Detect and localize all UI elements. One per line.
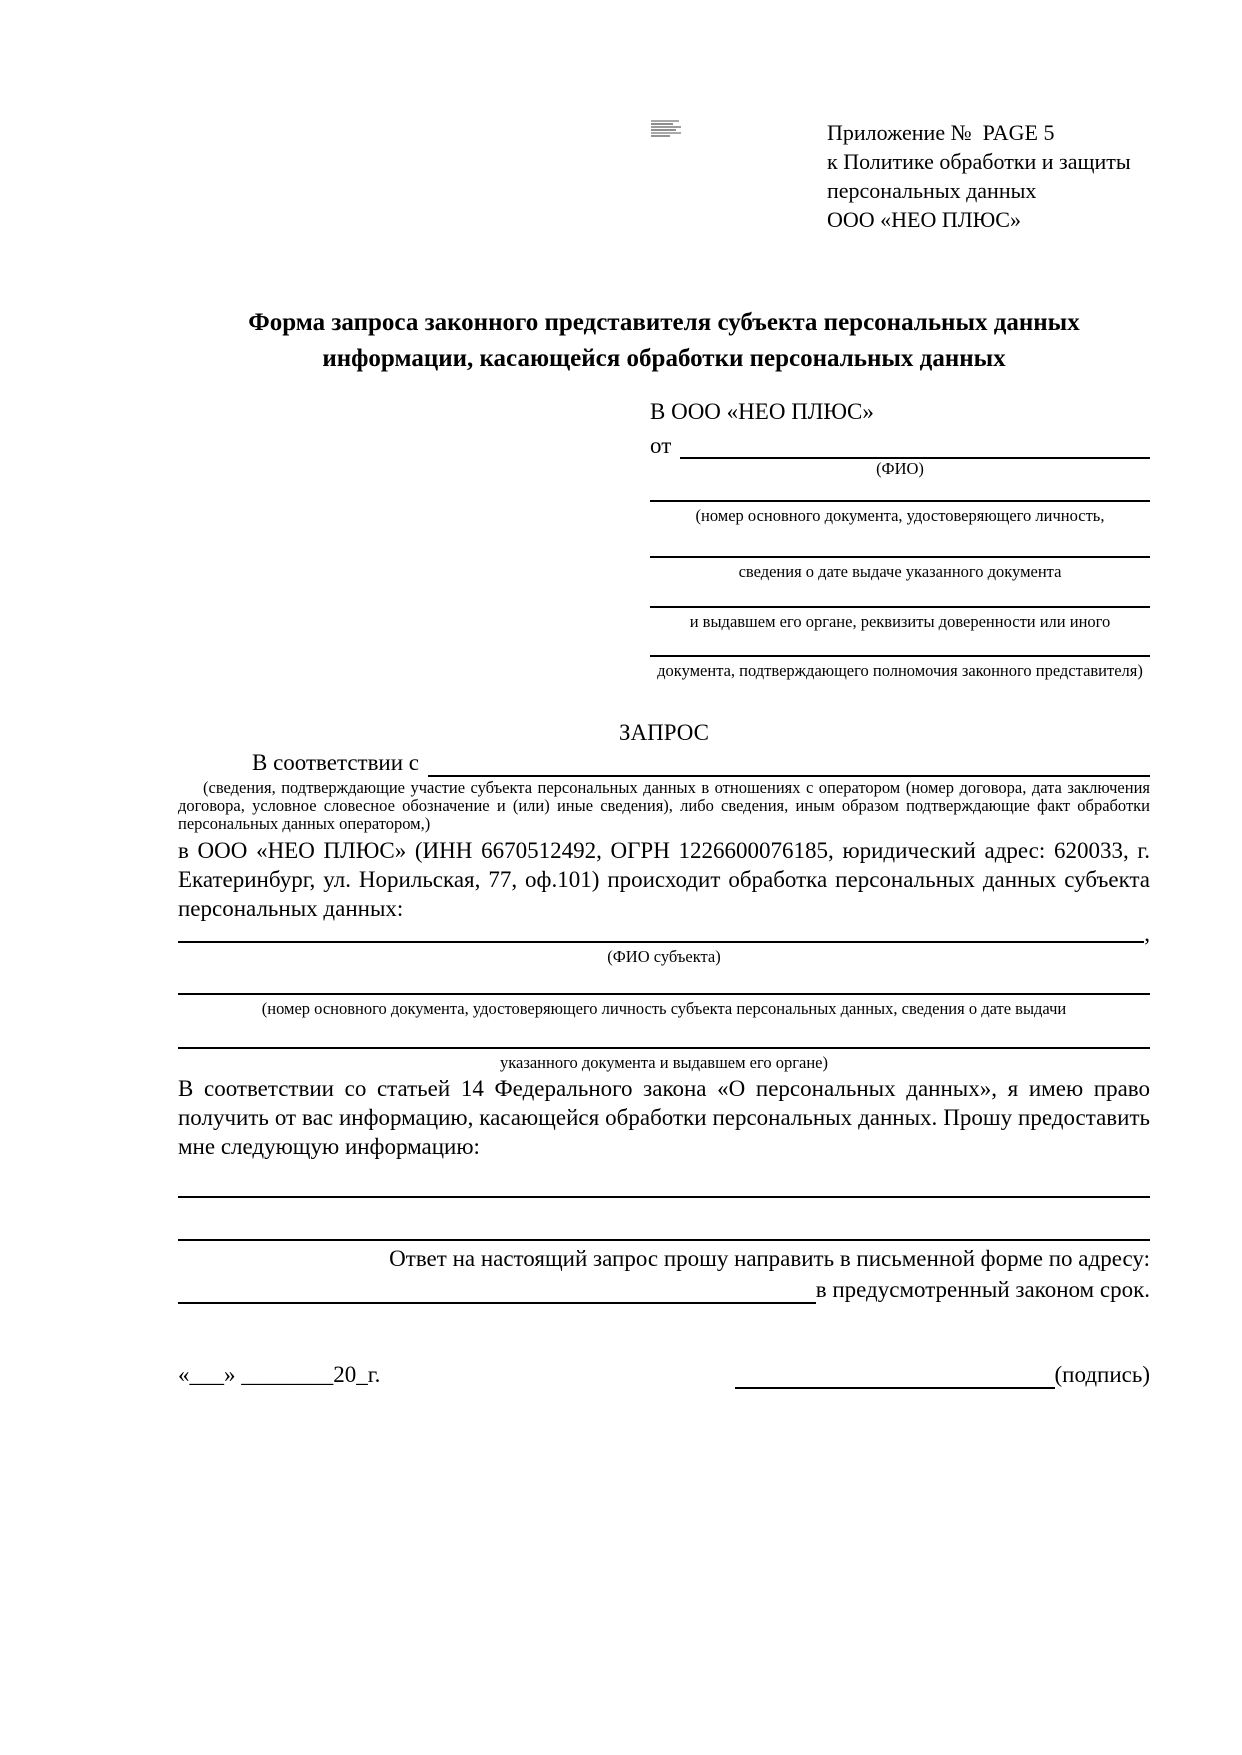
field-code-marks-icon [651,120,681,141]
issuing-authority-blank-line[interactable] [650,582,1150,608]
from-label: от [650,433,672,458]
law-reference-paragraph: В соответствии со статьей 14 Федерального закона «О персональных данных», я имею право получить от вас информацию, касающейся обработки персональных данных. Прошу предоставить мне следующую информацию: [178,1076,1150,1159]
document-title-line2: информации, касающейся обработки персональных данных [322,345,1006,372]
reply-address-field-row [178,1275,1150,1304]
from-field-row [650,432,1150,459]
subject-authority-caption: указанного документа и выдавшем его органе) [500,1053,828,1072]
policy-reference-line: к Политике обработки и защиты [827,149,1131,174]
policy-reference-line2: персональных данных [827,178,1037,203]
document-title-line1: Форма запроса законного представителя субъекта персональных данных [248,309,1080,336]
date-line: «___» ________20_г. [178,1362,381,1387]
subject-fio-caption: (ФИО субъекта) [607,947,721,966]
reply-deadline-text: в предусмотренный законом срок. [815,1277,1150,1302]
subject-fio-field-row [178,921,1150,946]
subject-fio-trailing-comma: , [1144,921,1150,946]
requested-info-blank-line-2[interactable] [178,1239,1150,1241]
document-number-caption: (номер основного документа, удостоверяющего личность, [695,506,1105,525]
accordance-prefix: В соответствии с [252,750,420,775]
date-signature-row [178,1360,1150,1389]
page-header [0,118,1242,234]
issue-date-blank-line[interactable] [650,526,1150,558]
subject-authority-blank-line[interactable] [178,1019,1150,1049]
from-blank-line[interactable] [680,432,1150,459]
addressee-block [650,397,1150,681]
reply-instruction: Ответ на настоящий запрос прошу направить в письменной форме по адресу: [389,1246,1150,1271]
issue-date-caption: сведения о дате выдаче указанного документа [738,562,1062,581]
appendix-number-line: Приложение № PAGE 5 [827,120,1055,145]
reply-address-blank-line[interactable] [178,1276,816,1304]
company-name-line: ООО «НЕО ПЛЮС» [827,207,1021,232]
representative-authority-blank-line[interactable] [650,632,1150,657]
representative-authority-caption: документа, подтверждающего полномочия законного представителя) [657,661,1143,680]
subject-document-caption: (номер основного документа, удостоверяющего личность субъекта персональных данных, сведения о дате выдачи [261,999,1067,1018]
fine-print-note: (сведения, подтверждающие участие субъекта персональных данных в отношениях с оператором (номер договора, дата заключения договора, условное словесное обозначение и (или) иные сведения), либо сведения, иным образом подтверждающие факт обработки персональных данных оператором,) [178,778,1150,833]
signature-group [735,1360,1150,1389]
fio-caption: (ФИО) [876,459,924,478]
accordance-blank-line[interactable] [428,748,1150,777]
subject-document-blank-line[interactable] [178,967,1150,995]
document-title [178,305,1150,377]
signature-blank-line[interactable] [735,1361,1055,1389]
request-heading: ЗАПРОС [618,720,710,745]
document-number-blank-line[interactable] [650,479,1150,502]
signature-caption: (подпись) [1054,1362,1150,1387]
operator-paragraph: в ООО «НЕО ПЛЮС» (ИНН 6670512492, ОГРН 1226600076185, юридический адрес: 620033, г. Екатеринбург, ул. Норильская, 77, оф.101) происходит обработка персональных данных субъекта персональных данных: [178,838,1150,921]
appendix-header-block [827,118,1131,234]
requested-info-blank-line-1[interactable] [178,1196,1150,1198]
accordance-field-row [178,748,1150,777]
subject-fio-blank-line[interactable] [178,923,1144,943]
issuing-authority-caption: и выдавшем его органе, реквизиты доверенности или иного [689,612,1111,631]
addressee-company: В ООО «НЕО ПЛЮС» [650,399,874,424]
